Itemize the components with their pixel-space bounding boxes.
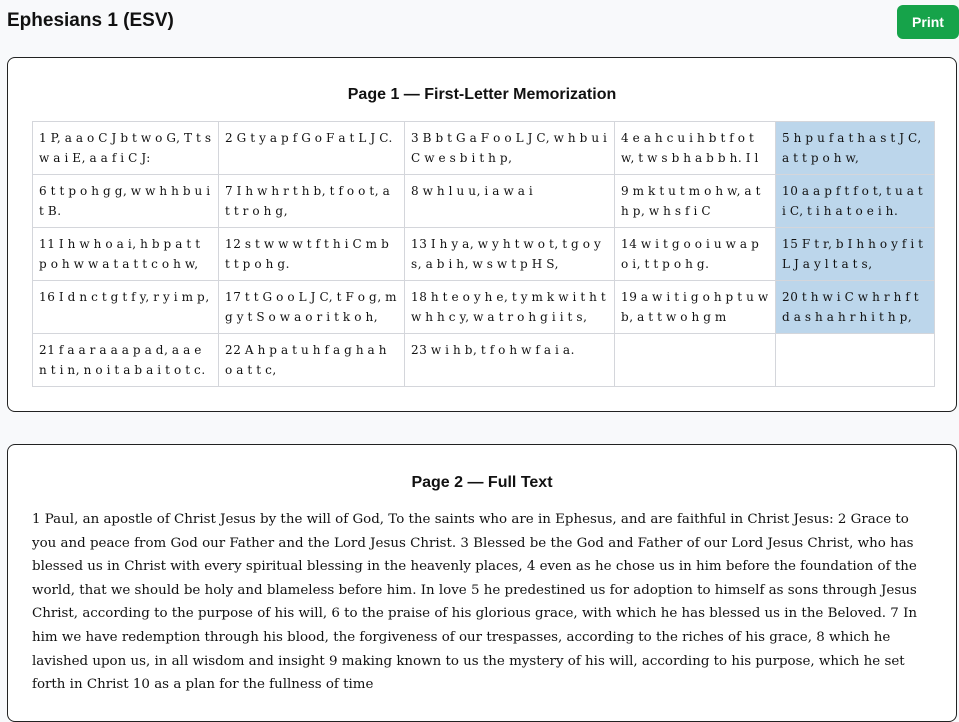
- verse-cell: 10 a a p f t f o t, t u a t i C, t i h a t o e i h.: [776, 175, 935, 228]
- verse-cell: 20 t h w i C w h r h f t d a s h a h r h i t h p,: [776, 281, 935, 334]
- verse-cell: 9 m k t u t m o h w, a t h p, w h s f i C: [615, 175, 776, 228]
- verse-cell: 12 s t w w w t f t h i C m b t t p o h g.: [219, 228, 405, 281]
- table-row: [33, 122, 935, 175]
- verse-cell: 16 I d n c t g t f y, r y i m p,: [33, 281, 219, 334]
- verse-cell: 5 h p u f a t h a s t J C, a t t p o h w,: [776, 122, 935, 175]
- table-row: [33, 334, 935, 387]
- verse-cell: [776, 334, 935, 387]
- table-row: [33, 228, 935, 281]
- verse-cell: 3 B b t G a F o o L J C, w h b u i C w e s b i t h p,: [405, 122, 615, 175]
- print-button[interactable]: Print: [897, 5, 959, 39]
- verse-cell: 17 t t G o o L J C, t F o g, m g y t S o w a o r i t k o h,: [219, 281, 405, 334]
- verse-cell: 13 I h y a, w y h t w o t, t g o y s, a b i h, w s w t p H S,: [405, 228, 615, 281]
- verse-cell: 6 t t p o h g g, w w h h b u i t B.: [33, 175, 219, 228]
- full-text-card: [7, 444, 957, 722]
- verse-cell: 19 a w i t i g o h p t u w b, a t t w o h g m: [615, 281, 776, 334]
- memorization-heading: Page 1 — First-Letter Memorization: [347, 86, 617, 103]
- full-text-body: 1 Paul, an apostle of Christ Jesus by the will of God, To the saints who are in Ephesus, and are faithful in Christ Jesus: 2 Grace to you and peace from God our Father and the Lord Jesus Christ. 3 Blessed be the God and Father of our Lord Jesus Christ, who has blessed us in Christ with every spiritual blessing in the heavenly places, 4 even as he chose us in him before the foundation of the world, that we should be holy and blameless before him. In love 5 he predestined us for adoption to himself as sons through Jesus Christ, according to the purpose of his will, 6 to the praise of his glorious grace, with which he has blessed us in the Beloved. 7 In him we have redemption through his blood, the forgiveness of our trespasses, according to the riches of his grace, 8 which he lavished upon us, in all wisdom and insight 9 making known to us the mystery of his will, according to his purpose, which he set forth in Christ 10 as a plan for the fullness of time: [32, 512, 917, 693]
- memorization-card: [7, 57, 957, 412]
- verse-cell: 1 P, a a o C J b t w o G, T t s w a i E, a a f i C J:: [33, 122, 219, 175]
- verse-cell: 15 F t r, b I h h o y f i t L J a y l t a t s,: [776, 228, 935, 281]
- verse-cell: 18 h t e o y h e, t y m k w i t h t w h h c y, w a t r o h g i i t s,: [405, 281, 615, 334]
- verse-cell: 23 w i h b, t f o h w f a i a.: [405, 334, 615, 387]
- verse-cell: 14 w i t g o o i u w a p o i, t t p o h g.: [615, 228, 776, 281]
- verse-cell: 11 I h w h o a i, h b p a t t p o h w w a t a t t c o h w,: [33, 228, 219, 281]
- table-row: [33, 281, 935, 334]
- verse-cell: 7 I h w h r t h b, t f o o t, a t t r o h g,: [219, 175, 405, 228]
- verse-cell: [615, 334, 776, 387]
- verse-cell: 8 w h l u u, i a w a i: [405, 175, 615, 228]
- verse-cell: 2 G t y a p f G o F a t L J C.: [219, 122, 405, 175]
- table-row: [33, 175, 935, 228]
- page-title: Ephesians 1 (ESV): [7, 10, 174, 31]
- top-bar: [0, 0, 959, 57]
- verse-cell: 4 e a h c u i h b t f o t w, t w s b h a b b h. I l: [615, 122, 776, 175]
- memorization-table: [32, 121, 935, 387]
- verse-cell: 21 f a a r a a a p a d, a a e n t i n, n o i t a b a i t o t c.: [33, 334, 219, 387]
- full-text-heading: Page 2 — Full Text: [411, 474, 553, 491]
- verse-cell: 22 A h p a t u h f a g h a h o a t t c,: [219, 334, 405, 387]
